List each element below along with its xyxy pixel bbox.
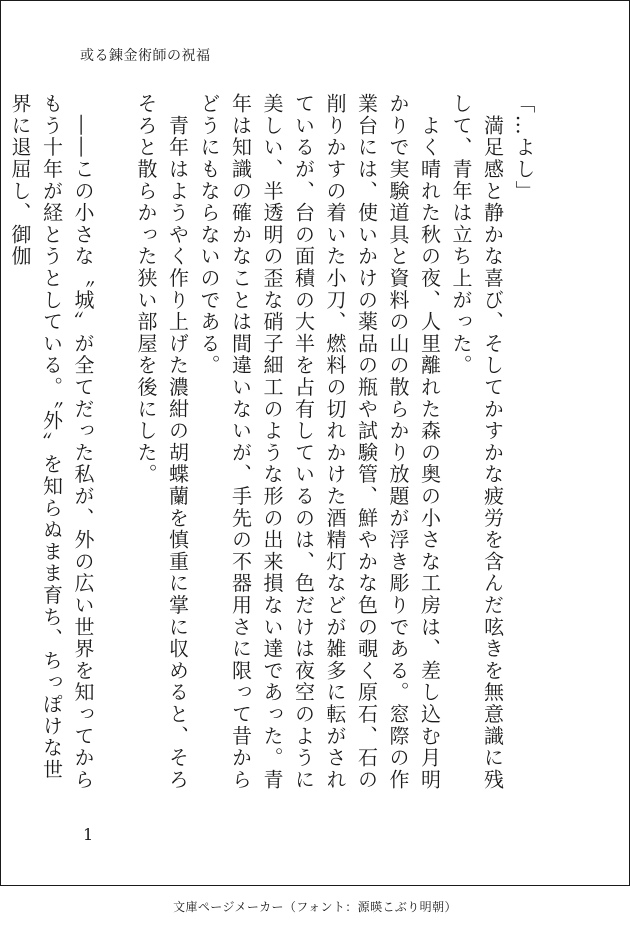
vertical-body-text — [8, 93, 539, 793]
paragraph-standing-up: 満足感と静かな喜び、そしてかすかな疲労を含んだ呟きを無意識に残して、青年は立ち上がった。 — [449, 93, 505, 791]
footer-caption: 文庫ページメーカー（フォント：源暎こぶり明朝） — [173, 900, 457, 914]
paragraph-orchid: 青年はようやく作り上げた濃紺の胡蝶蘭を慎重に掌に収めると、そろそろと散らかった狭い部屋を後にした。 — [134, 93, 190, 791]
paragraph-dialogue: 「…よし」 — [512, 93, 536, 202]
blank-line — [98, 93, 130, 793]
paragraph-ten-years: ――この小さな〝城〟が全てだった私が、外の広い世界を知ってからもう十年が経とうとしている。〝外〟を知らぬまま育ち、ちっぽけな世界に退屈し、御伽 — [8, 93, 95, 791]
paragraph-workshop: よく晴れた秋の夜、人里離れた森の奥の小さな工房は、差し込む月明かりで実験道具と資料の山の散らかり放題が浮き彫りである。窓際の作業台には、使いかけの薬品の瓶や試験管、鮮やかな色の覗く原石、石の削りかすの着いた小刀、燃料の切れかけた酒精灯などが雑多に転がされているが、台の面積の大半を占有しているのは、色だけは夜空のように美しい、半透明の歪な硝子細工のような形の出来損ない達であった。青年は知識の確かなことは間違いないが、手先の不器用さに限って昔からどうにもならないのである。 — [197, 93, 442, 791]
page-number: 1 — [83, 825, 94, 844]
running-header-title: 或る錬金術師の祝福 — [80, 48, 211, 64]
